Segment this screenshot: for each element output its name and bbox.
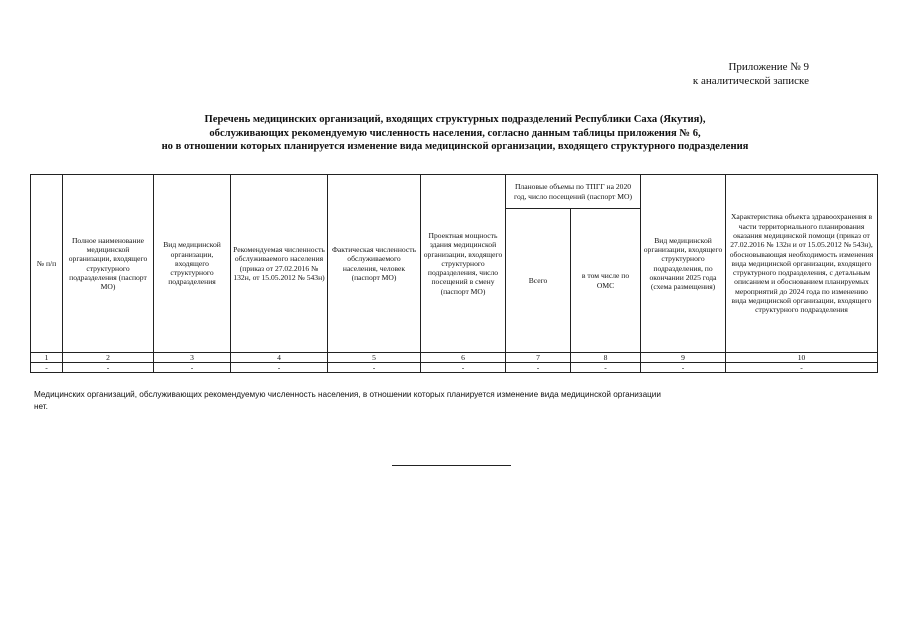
column-number: 7 [506, 353, 571, 363]
note-line-1: Медицинских организаций, обслуживающих рекомендуемую численность населения, в отношении которых планируется изменение вида медицинской организации [34, 390, 661, 399]
header-characteristics: Характеристика объекта здравоохранения в части территориального планирования оказания медицинской помощи (приказ от 27.02.2016 № 132н и от 15.05.2012 № 543н), обосновывающая необходимость изменения вида медицинской организации, входящего структурного подразделения, с детальным описанием и обоснованием планируемых мероприятий до 2024 года по изменению вида медицинской организации, входящего структурного подразделения [726, 175, 878, 353]
table-cell: - [231, 363, 328, 373]
header-planned-volumes: Плановые объемы по ТПГГ на 2020 год, число посещений (паспорт МО) [506, 175, 641, 209]
table-cell: - [63, 363, 154, 373]
table-cell: - [641, 363, 726, 373]
column-number: 9 [641, 353, 726, 363]
table-cell: - [421, 363, 506, 373]
column-number: 6 [421, 353, 506, 363]
column-number: 10 [726, 353, 878, 363]
document-title [40, 113, 870, 154]
signature-line [392, 465, 511, 466]
header-total: Всего [506, 209, 571, 353]
appendix-header [693, 60, 809, 88]
table-cell: - [506, 363, 571, 373]
table-cell: - [571, 363, 641, 373]
table-cell: - [154, 363, 231, 373]
note-line-2: нет. [34, 401, 48, 411]
header-design-capacity: Проектная мощность здания медицинской организации, входящего структурного подразделения, число посещений в смену (паспорт МО) [421, 175, 506, 353]
column-number: 5 [328, 353, 421, 363]
title-line-3: но в отношении которых планируется изменение вида медицинской организации, входящего структурного подразделения [161, 141, 749, 152]
note-text [34, 389, 754, 412]
header-organization-type: Вид медицинской организации, входящего структурного подразделения [154, 175, 231, 353]
header-organization-name: Полное наименование медицинской организации, входящего структурного подразделения (паспорт МО) [63, 175, 154, 353]
column-number: 2 [63, 353, 154, 363]
header-oms: в том числе по ОМС [571, 209, 641, 353]
table-cell: - [726, 363, 878, 373]
table-cell: - [31, 363, 63, 373]
table-row [31, 363, 878, 373]
header-recommended-population: Рекомендуемая численность обслуживаемого населения (приказ от 27.02.2016 № 132н, от 15.05.2012 № 543н) [231, 175, 328, 353]
column-numbers-row [31, 353, 878, 363]
table-header-row [31, 175, 878, 209]
title-line-2: обслуживающих рекомендуемую численность населения, согласно данным таблицы приложения № 6, [209, 127, 701, 139]
organizations-table [30, 174, 878, 373]
column-number: 8 [571, 353, 641, 363]
title-line-1: Перечень медицинских организаций, входящих структурных подразделений Республики Саха (Якутия), [204, 114, 706, 125]
header-type-after-2025: Вид медицинской организации, входящего структурного подразделения, по окончании 2025 года (схема размещения) [641, 175, 726, 353]
appendix-reference: к аналитической записке [692, 75, 809, 87]
header-actual-population: Фактическая численность обслуживаемого населения, человек (паспорт МО) [328, 175, 421, 353]
column-number: 4 [231, 353, 328, 363]
appendix-number: Приложение № 9 [728, 61, 809, 73]
header-number: № п/п [31, 175, 63, 353]
column-number: 1 [31, 353, 63, 363]
table-cell: - [328, 363, 421, 373]
column-number: 3 [154, 353, 231, 363]
